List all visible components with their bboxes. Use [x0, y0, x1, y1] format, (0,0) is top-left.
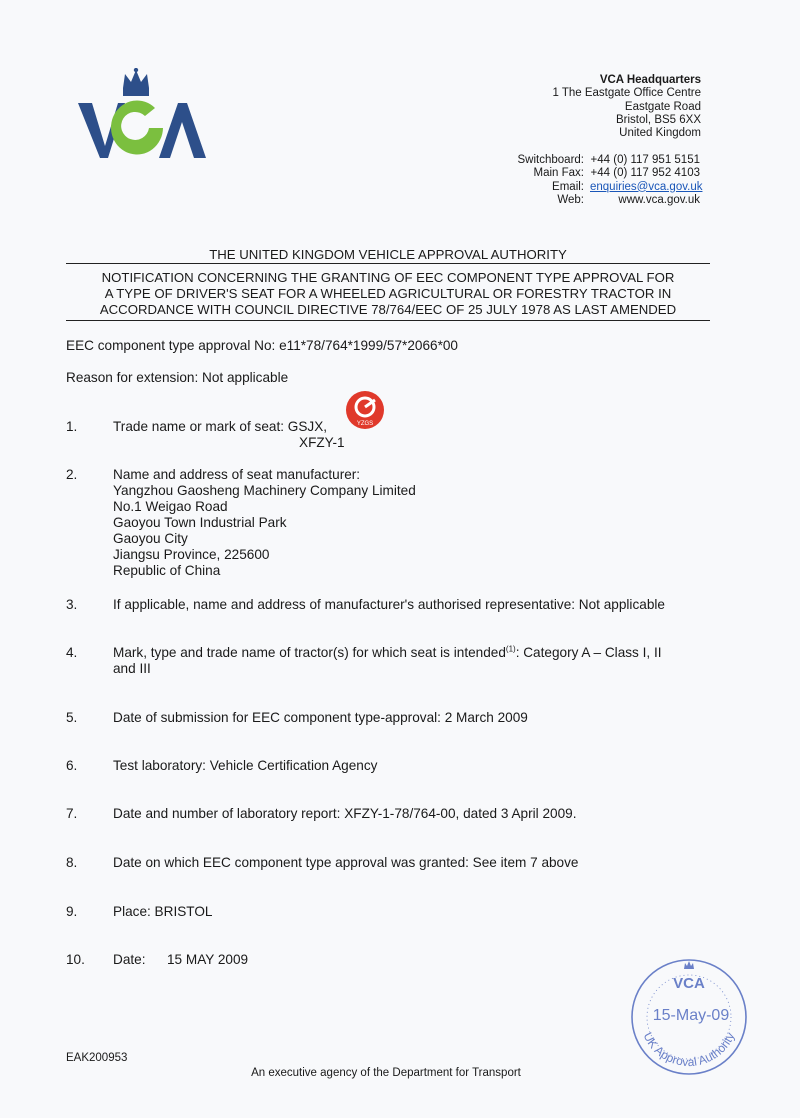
- switchboard-value: +44 (0) 117 951 5151: [590, 154, 700, 166]
- manufacturer-line: Yangzhou Gaosheng Machinery Company Limited: [113, 483, 416, 498]
- notification-line: ACCORDANCE WITH COUNCIL DIRECTIVE 78/764/EEC OF 25 JULY 1978 AS LAST AMENDED: [99, 302, 677, 317]
- divider: [66, 263, 710, 264]
- crown-icon: [123, 68, 149, 96]
- item-number: 3.: [66, 597, 78, 612]
- item-representative: If applicable, name and address of manufacturer's authorised representative: Not applicable: [113, 597, 665, 612]
- seal-text: YZGS: [356, 421, 374, 427]
- trade-name-line: XFZY-1: [299, 435, 345, 450]
- tractor-text: Mark, type and trade name of tractor(s) for which seat is intended: [113, 645, 506, 660]
- tractor-category: : Category A – Class I, II: [515, 645, 662, 660]
- fax-label: Main Fax:: [533, 167, 584, 180]
- manufacturer-line: Name and address of seat manufacturer:: [113, 467, 361, 482]
- manufacturer-line: Gaoyou Town Industrial Park: [113, 515, 287, 530]
- hq-title: VCA Headquarters: [599, 74, 701, 86]
- email-link[interactable]: enquiries@vca.gov.uk: [590, 180, 703, 193]
- item-manufacturer: [113, 467, 703, 579]
- item-number: 8.: [66, 855, 78, 870]
- notification-line: A TYPE OF DRIVER'S SEAT FOR A WHEELED AGRICULTURAL OR FORESTRY TRACTOR IN: [104, 286, 672, 301]
- manufacturer-line: Jiangsu Province, 225600: [113, 547, 270, 562]
- web-label: Web:: [557, 193, 584, 206]
- item-test-laboratory: Test laboratory: Vehicle Certification Agency: [113, 758, 378, 773]
- item-tractor: [113, 645, 703, 677]
- date-label: Date:: [113, 952, 146, 967]
- approval-stamp: [630, 958, 748, 1076]
- item-granted-date: Date on which EEC component type approval was granted: See item 7 above: [113, 855, 579, 870]
- item-number: 7.: [66, 806, 78, 821]
- manufacturer-line: No.1 Weigao Road: [113, 499, 228, 514]
- contact-block: [508, 154, 703, 207]
- item-trade-name: [113, 419, 703, 451]
- tractor-category-cont: and III: [113, 661, 151, 676]
- address-line: 1 The Eastgate Office Centre: [552, 87, 701, 100]
- item-number: 10.: [66, 952, 85, 967]
- vca-logo: [75, 68, 210, 163]
- notification-title: [66, 270, 710, 318]
- address-line: United Kingdom: [619, 127, 701, 140]
- trade-name-line: Trade name or mark of seat: GSJX,: [113, 419, 328, 434]
- item-number: 2.: [66, 467, 78, 482]
- item-number: 6.: [66, 758, 78, 773]
- authority-title: THE UNITED KINGDOM VEHICLE APPROVAL AUTHORITY: [209, 247, 567, 262]
- divider: [66, 320, 710, 321]
- company-seal: [345, 390, 385, 430]
- stamp-crown-icon: [684, 961, 694, 969]
- web-value: www.vca.gov.uk: [618, 193, 700, 206]
- item-number: 4.: [66, 645, 78, 660]
- address-line: Bristol, BS5 6XX: [615, 113, 701, 126]
- date-value: 15 MAY 2009: [167, 952, 249, 967]
- item-submission-date: Date of submission for EEC component type-approval: 2 March 2009: [113, 710, 528, 725]
- fax-value: +44 (0) 117 952 4103: [590, 167, 700, 180]
- stamp-ring-text: UK Approval Authority: [640, 1030, 738, 1070]
- approval-number: EEC component type approval No: e11*78/764*1999/57*2066*00: [66, 338, 458, 353]
- reference-code: EAK200953: [66, 1052, 128, 1064]
- item-number: 9.: [66, 904, 78, 919]
- stamp-date: 15-May-09: [652, 1007, 730, 1024]
- notification-line: NOTIFICATION CONCERNING THE GRANTING OF EEC COMPONENT TYPE APPROVAL FOR: [101, 270, 675, 285]
- item-lab-report: Date and number of laboratory report: XFZY-1-78/764-00, dated 3 April 2009.: [113, 806, 577, 821]
- item-number: 1.: [66, 419, 78, 434]
- footnote-mark: (1): [505, 644, 516, 654]
- address-line: Eastgate Road: [624, 100, 701, 113]
- manufacturer-line: Republic of China: [113, 563, 221, 578]
- email-label: Email:: [552, 180, 584, 193]
- footer-note: An executive agency of the Department for Transport: [251, 1067, 521, 1079]
- manufacturer-line: Gaoyou City: [113, 531, 188, 546]
- item-number: 5.: [66, 710, 78, 725]
- hq-address-block: [552, 74, 701, 140]
- reason-for-extension: Reason for extension: Not applicable: [66, 370, 289, 385]
- stamp-logo: VCA: [673, 975, 705, 992]
- item-date: [113, 952, 703, 968]
- item-place: Place: BRISTOL: [113, 904, 213, 919]
- switchboard-label: Switchboard:: [517, 154, 584, 166]
